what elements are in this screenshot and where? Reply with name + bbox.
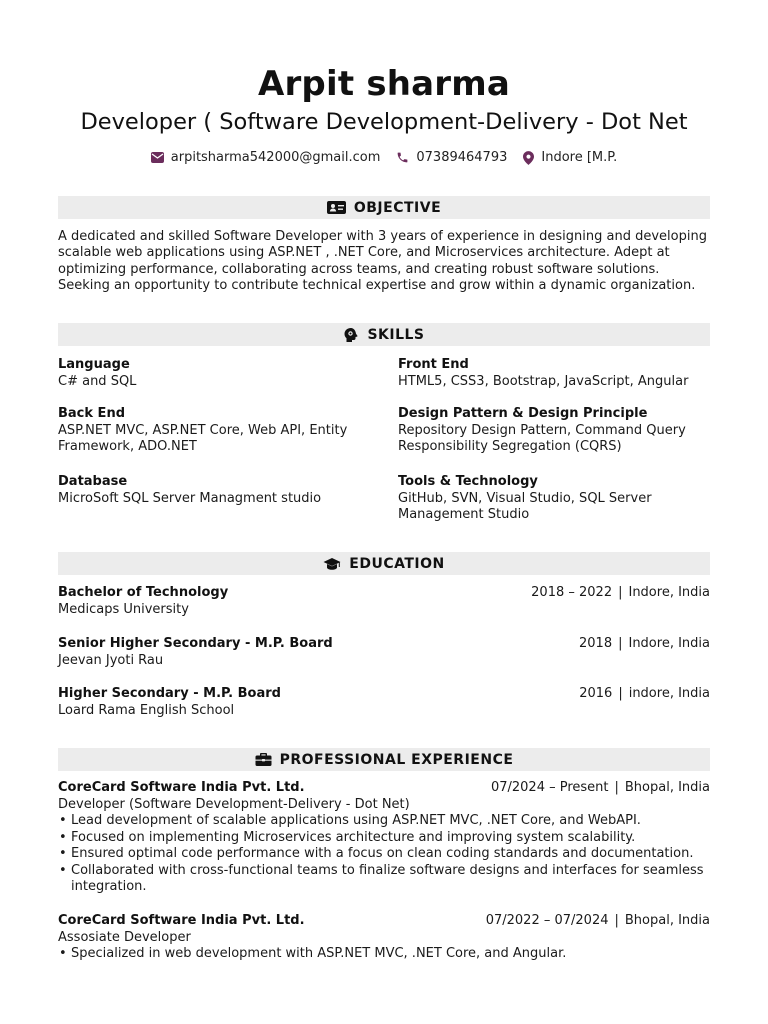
- experience-meta: [486, 913, 710, 930]
- location-text: Indore [M.P.: [541, 150, 618, 165]
- company-name: CoreCard Software India Pvt. Ltd.: [58, 913, 305, 928]
- education-meta: [579, 636, 710, 653]
- skill-label: Tools & Technology: [398, 474, 538, 489]
- meta-separator: |: [618, 636, 623, 651]
- objective-line: A dedicated and skilled Software Developer with 3 years of experience in designing and developing: [58, 229, 707, 244]
- briefcase-icon: [255, 752, 272, 767]
- skill-front-end: [398, 357, 718, 390]
- skill-back-end: [58, 406, 378, 456]
- education-entry: [58, 636, 710, 669]
- skill-label: Language: [58, 357, 130, 372]
- experience-entry: [58, 913, 710, 963]
- experience-place: Bhopal, India: [624, 913, 710, 928]
- responsibility-item: • Focused on implementing Microservices architecture and improving system scalability.: [58, 830, 710, 847]
- education-place: Indore, India: [628, 585, 710, 600]
- job-role: Developer (Software Development-Delivery - Dot Net): [58, 796, 410, 812]
- job-role: Assosiate Developer: [58, 929, 191, 945]
- degree-title: Higher Secondary - M.P. Board: [58, 686, 281, 701]
- skill-design-pattern: [398, 406, 718, 456]
- map-pin-icon: [523, 151, 534, 165]
- meta-separator: |: [614, 913, 619, 928]
- skill-database: [58, 474, 378, 507]
- experience-meta: [491, 780, 710, 797]
- experience-dates: 07/2024 – Present: [490, 780, 609, 795]
- section-experience: [58, 748, 710, 771]
- contact-phone[interactable]: [396, 150, 507, 165]
- education-years: 2018 – 2022: [531, 585, 613, 600]
- education-entry: [58, 686, 710, 719]
- education-years: 2016: [579, 686, 613, 701]
- responsibility-item: • Specialized in web development with ASP.NET MVC, .NET Core, and Angular.: [58, 946, 710, 963]
- school-name: Loard Rama English School: [58, 702, 235, 718]
- experience-entry: [58, 780, 710, 896]
- education-meta: [531, 585, 710, 602]
- meta-separator: |: [614, 780, 619, 795]
- school-name: Jeevan Jyoti Rau: [58, 652, 164, 668]
- skill-value: Framework, ADO.NET: [58, 439, 197, 454]
- section-objective: [58, 196, 710, 219]
- section-title: OBJECTIVE: [353, 199, 442, 216]
- section-title: EDUCATION: [349, 555, 445, 572]
- skill-value: HTML5, CSS3, Bootstrap, JavaScript, Angular: [398, 373, 689, 389]
- skill-language: [58, 357, 378, 390]
- meta-separator: |: [618, 585, 623, 600]
- skill-label: Design Pattern & Design Principle: [398, 406, 648, 421]
- education-meta: [579, 686, 710, 703]
- education-entry: [58, 585, 710, 618]
- responsibility-item: • Ensured optimal code performance with a focus on clean coding standards and documentation.: [58, 846, 710, 863]
- brain-head-icon: [343, 327, 359, 343]
- objective-line: scalable web applications using ASP.NET , .NET Core, and Microservices architecture. Adept at: [58, 245, 670, 261]
- skill-value: Management Studio: [398, 507, 530, 522]
- education-place: indore, India: [628, 686, 710, 701]
- degree-title: Senior Higher Secondary - M.P. Board: [58, 636, 333, 651]
- candidate-headline: Developer ( Software Development-Delivery - Dot Net: [80, 109, 688, 135]
- company-name: CoreCard Software India Pvt. Ltd.: [58, 780, 305, 795]
- education-place: Indore, India: [628, 636, 710, 651]
- candidate-name: Arpit sharma: [257, 64, 511, 104]
- section-title: SKILLS: [367, 326, 425, 343]
- objective-line: Seeking an opportunity to contribute technical expertise and grow within a dynamic organization.: [58, 278, 696, 294]
- education-years: 2018: [579, 636, 613, 651]
- skill-tools: [398, 474, 718, 524]
- email-text: arpitsharma542000@gmail.com: [170, 150, 381, 165]
- phone-text: 07389464793: [416, 150, 508, 165]
- skill-label: Database: [58, 474, 128, 489]
- school-name: Medicaps University: [58, 601, 189, 617]
- envelope-icon: [151, 152, 164, 163]
- skill-value: MicroSoft SQL Server Managment studio: [58, 490, 322, 506]
- meta-separator: |: [618, 686, 623, 701]
- skill-value: Repository Design Pattern, Command Query: [398, 422, 686, 438]
- responsibility-list: [58, 946, 710, 963]
- section-title: PROFESSIONAL EXPERIENCE: [279, 751, 514, 768]
- skill-value: C# and SQL: [58, 373, 137, 389]
- section-education: [58, 552, 710, 575]
- contact-bar: [0, 150, 768, 165]
- experience-place: Bhopal, India: [624, 780, 710, 795]
- responsibility-item: • Lead development of scalable applications using ASP.NET MVC, .NET Core, and WebAPI.: [58, 813, 710, 830]
- skill-label: Front End: [398, 357, 469, 372]
- contact-location: [523, 150, 617, 165]
- responsibility-item: • Collaborated with cross-functional teams to finalize software designs and interfaces for seamless integration.: [58, 863, 710, 896]
- phone-icon: [396, 151, 409, 164]
- skill-value: GitHub, SVN, Visual Studio, SQL Server: [398, 490, 652, 506]
- objective-text: [58, 229, 714, 295]
- degree-title: Bachelor of Technology: [58, 585, 229, 600]
- objective-line: optimizing performance, collaborating across teams, and creating robust software solutions.: [58, 261, 660, 277]
- id-card-icon: [327, 201, 346, 214]
- contact-email[interactable]: [151, 150, 381, 165]
- skill-value: Responsibility Segregation (CQRS): [398, 439, 622, 454]
- section-skills: [58, 323, 710, 346]
- skill-label: Back End: [58, 406, 125, 421]
- responsibility-list: [58, 813, 710, 896]
- experience-dates: 07/2022 – 07/2024: [485, 913, 609, 928]
- skill-value: ASP.NET MVC, ASP.NET Core, Web API, Entity: [58, 422, 348, 438]
- graduation-cap-icon: [323, 557, 341, 571]
